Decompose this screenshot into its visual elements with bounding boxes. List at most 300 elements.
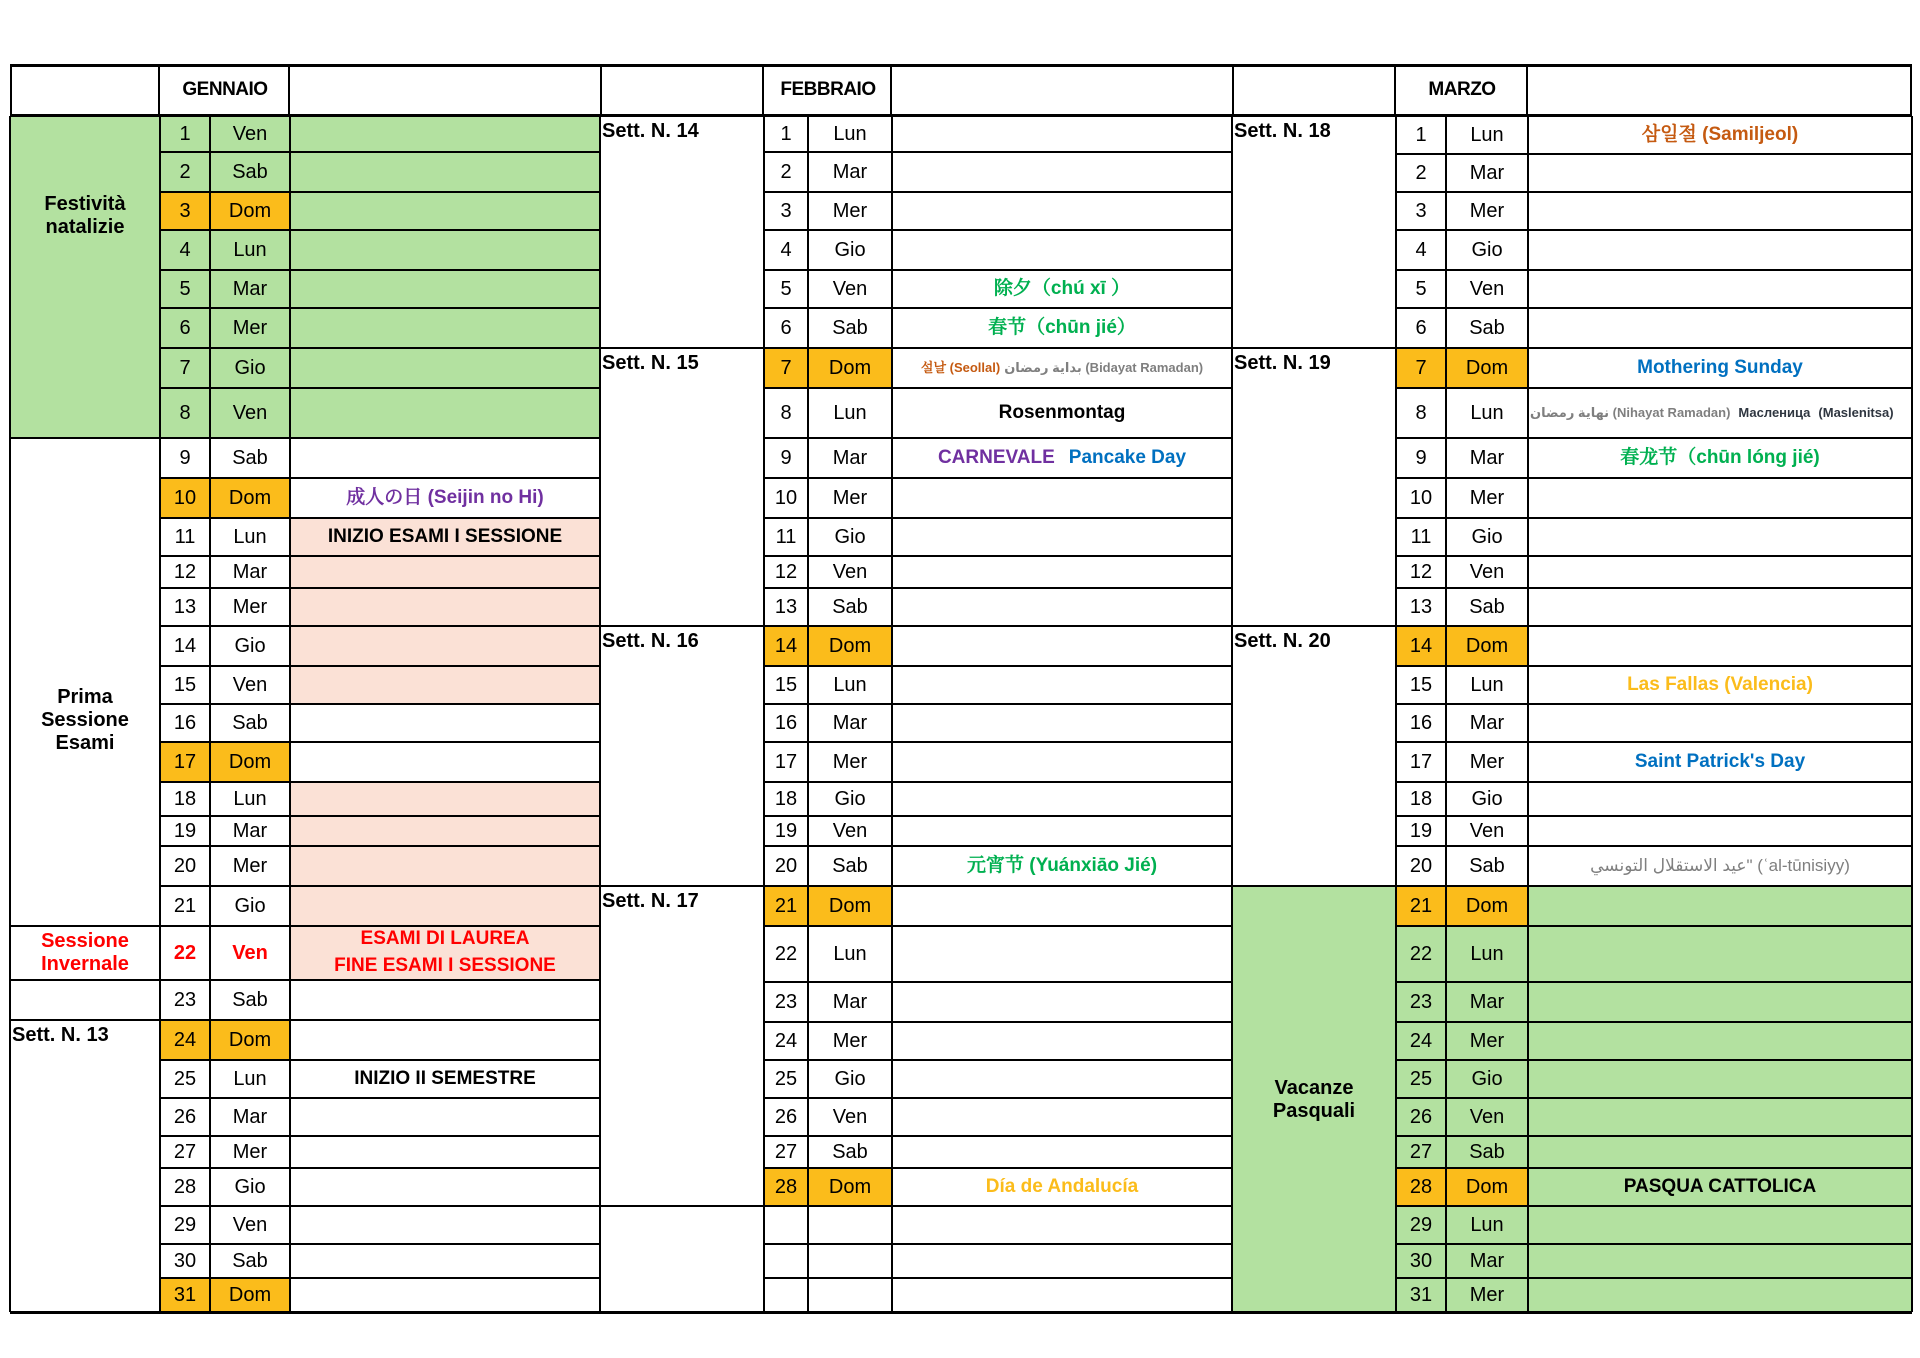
grid-line bbox=[1396, 229, 1912, 231]
grid-line bbox=[1445, 116, 1447, 1312]
day-event-cell bbox=[1528, 1098, 1912, 1136]
day-name: Lun bbox=[808, 388, 892, 438]
grid-line bbox=[764, 1059, 1232, 1061]
day-name: Ven bbox=[808, 270, 892, 308]
day-name: Gio bbox=[210, 348, 290, 388]
day-number: 12 bbox=[160, 556, 210, 588]
day-number: 11 bbox=[764, 518, 808, 556]
grid-line bbox=[1911, 116, 1913, 1312]
month-header-febbraio: FEBBRAIO bbox=[780, 79, 876, 101]
day-number: 21 bbox=[1396, 886, 1446, 926]
grid-line bbox=[600, 64, 602, 116]
grid-line bbox=[10, 64, 1912, 67]
day-name: Mar bbox=[808, 704, 892, 742]
day-number: 12 bbox=[1396, 556, 1446, 588]
grid-line bbox=[1396, 269, 1912, 271]
day-event-cell bbox=[290, 980, 600, 1020]
section-label: Sessione Invernale bbox=[41, 930, 129, 975]
event-label: INIZIO ESAMI I SESSIONE bbox=[327, 526, 563, 548]
day-number: 23 bbox=[764, 982, 808, 1022]
day-event-cell bbox=[1528, 588, 1912, 626]
event-label: Saint Patrick's Day bbox=[1634, 751, 1806, 773]
day-name: Ven bbox=[1446, 270, 1528, 308]
day-event-cell bbox=[892, 152, 1232, 192]
day-event-cell bbox=[290, 1136, 600, 1168]
grid-line bbox=[160, 625, 600, 627]
event-label: PASQUA CATTOLICA bbox=[1528, 1168, 1912, 1206]
day-number: 7 bbox=[1396, 348, 1446, 388]
day-name: Dom bbox=[1446, 626, 1528, 666]
day-number: 4 bbox=[1396, 230, 1446, 270]
grid-line bbox=[764, 703, 1232, 705]
section-label: Vacanze Pasquali bbox=[1272, 1077, 1356, 1122]
day-name: Mer bbox=[1446, 742, 1528, 782]
day-name: Lun bbox=[808, 116, 892, 152]
grid-line bbox=[1396, 587, 1912, 589]
day-event-cell bbox=[290, 230, 600, 270]
grid-line bbox=[1232, 625, 1396, 627]
day-event-cell bbox=[1528, 886, 1912, 926]
day-event-cell bbox=[290, 116, 600, 152]
day-name: Mer bbox=[808, 1022, 892, 1060]
grid-line bbox=[160, 1059, 600, 1061]
grid-line bbox=[764, 555, 1232, 557]
day-name: Ven bbox=[808, 556, 892, 588]
grid-line bbox=[160, 387, 600, 389]
grid-line bbox=[1232, 1311, 1912, 1314]
day-event-cell bbox=[1528, 1278, 1912, 1312]
day-number: 26 bbox=[1396, 1098, 1446, 1136]
day-name bbox=[808, 1244, 892, 1278]
grid-line bbox=[807, 116, 809, 1312]
day-number: 15 bbox=[160, 666, 210, 704]
day-name: Lun bbox=[1446, 926, 1528, 982]
day-event-cell bbox=[1528, 270, 1912, 308]
day-event-cell bbox=[290, 152, 600, 192]
day-name: Ven bbox=[808, 1098, 892, 1136]
grid-line bbox=[159, 116, 161, 1312]
day-number: 17 bbox=[764, 742, 808, 782]
day-event-cell bbox=[290, 556, 600, 588]
day-event-cell bbox=[1528, 192, 1912, 230]
day-name: Ven bbox=[1446, 1098, 1528, 1136]
week-label: Sett. N. 20 bbox=[1234, 630, 1331, 652]
day-event-cell bbox=[892, 1244, 1232, 1278]
grid-line bbox=[1396, 885, 1912, 887]
day-number: 28 bbox=[1396, 1168, 1446, 1206]
day-name: Ven bbox=[1446, 556, 1528, 588]
day-name: Mar bbox=[1446, 982, 1528, 1022]
grid-line bbox=[160, 151, 600, 153]
day-name: Mar bbox=[1446, 1244, 1528, 1278]
day-number: 2 bbox=[764, 152, 808, 192]
day-number: 19 bbox=[160, 816, 210, 846]
grid-line bbox=[10, 114, 1912, 117]
day-name: Lun bbox=[210, 230, 290, 270]
grid-line bbox=[209, 116, 211, 1312]
grid-line bbox=[762, 64, 764, 116]
event-label-part: (Maslenitsa) bbox=[1818, 404, 1894, 420]
grid-line bbox=[764, 925, 1232, 927]
grid-line bbox=[1396, 845, 1912, 847]
day-number: 16 bbox=[764, 704, 808, 742]
day-event-cell bbox=[892, 478, 1232, 518]
day-name: Mar bbox=[1446, 438, 1528, 478]
day-name: Gio bbox=[210, 886, 290, 926]
day-number: 9 bbox=[160, 438, 210, 478]
grid-line bbox=[160, 437, 600, 439]
grid-line bbox=[764, 517, 1232, 519]
grid-line bbox=[764, 1205, 1232, 1207]
day-name: Mer bbox=[1446, 192, 1528, 230]
day-event-cell bbox=[1528, 556, 1912, 588]
day-event-cell bbox=[892, 230, 1232, 270]
grid-line bbox=[1232, 347, 1396, 349]
grid-line bbox=[289, 116, 291, 1312]
grid-line bbox=[1396, 191, 1912, 193]
day-number bbox=[764, 1244, 808, 1278]
day-name: Sab bbox=[210, 438, 290, 478]
day-event-cell bbox=[892, 704, 1232, 742]
day-event-cell bbox=[1528, 478, 1912, 518]
day-name: Sab bbox=[808, 846, 892, 886]
day-number: 6 bbox=[160, 308, 210, 348]
day-name: Lun bbox=[1446, 666, 1528, 704]
day-name: Gio bbox=[1446, 1060, 1528, 1098]
day-name: Sab bbox=[210, 1244, 290, 1278]
event-label: 春节（chūn jié） bbox=[988, 317, 1136, 339]
day-name: Sab bbox=[210, 980, 290, 1020]
day-event-cell bbox=[290, 816, 600, 846]
grid-line bbox=[1526, 64, 1528, 116]
day-name: Lun bbox=[1446, 388, 1528, 438]
day-event-cell bbox=[1528, 154, 1912, 192]
day-number: 21 bbox=[764, 886, 808, 926]
grid-line bbox=[764, 229, 1232, 231]
day-number: 8 bbox=[1396, 388, 1446, 438]
day-name: Mer bbox=[210, 846, 290, 886]
day-number: 13 bbox=[764, 588, 808, 626]
day-name: Ven bbox=[210, 116, 290, 152]
section-label: Prima Sessione Esami bbox=[41, 685, 129, 754]
day-event-cell bbox=[892, 1278, 1232, 1312]
grid-line bbox=[764, 1277, 1232, 1279]
day-number: 19 bbox=[1396, 816, 1446, 846]
week-label: Sett. N. 19 bbox=[1234, 352, 1331, 374]
day-event-cell bbox=[892, 816, 1232, 846]
day-event-cell bbox=[892, 782, 1232, 816]
grid-line bbox=[764, 387, 1232, 389]
day-number: 23 bbox=[1396, 982, 1446, 1022]
grid-line bbox=[1396, 625, 1912, 627]
day-number: 1 bbox=[160, 116, 210, 152]
day-name: Dom bbox=[808, 1168, 892, 1206]
grid-line bbox=[160, 845, 600, 847]
grid-line bbox=[160, 1167, 600, 1169]
day-number: 1 bbox=[764, 116, 808, 152]
day-event-cell bbox=[1528, 1060, 1912, 1098]
grid-line bbox=[763, 116, 765, 1312]
grid-line bbox=[1396, 1059, 1912, 1061]
day-number: 28 bbox=[764, 1168, 808, 1206]
grid-line bbox=[764, 307, 1232, 309]
day-number: 10 bbox=[1396, 478, 1446, 518]
grid-line bbox=[600, 1205, 764, 1207]
grid-line bbox=[764, 885, 1232, 887]
day-name: Mar bbox=[808, 152, 892, 192]
day-event-cell bbox=[290, 308, 600, 348]
day-name: Dom bbox=[808, 348, 892, 388]
grid-line bbox=[160, 925, 600, 927]
event-label: INIZIO II SEMESTRE bbox=[354, 1068, 536, 1090]
day-name: Lun bbox=[808, 666, 892, 704]
grid-line bbox=[600, 1311, 1232, 1314]
day-number: 10 bbox=[764, 478, 808, 518]
grid-line bbox=[10, 1311, 600, 1314]
grid-line bbox=[600, 885, 764, 887]
grid-line bbox=[1396, 387, 1912, 389]
day-event-cell bbox=[892, 1206, 1232, 1244]
day-event-cell bbox=[1528, 308, 1912, 348]
day-event-cell bbox=[1528, 230, 1912, 270]
grid-line bbox=[764, 1167, 1232, 1169]
day-name: Lun bbox=[210, 782, 290, 816]
grid-line bbox=[160, 1277, 600, 1279]
day-number: 30 bbox=[1396, 1244, 1446, 1278]
day-event-cell bbox=[290, 192, 600, 230]
day-name: Gio bbox=[210, 626, 290, 666]
day-number: 6 bbox=[1396, 308, 1446, 348]
day-event-cell bbox=[892, 1136, 1232, 1168]
day-name: Ven bbox=[210, 1206, 290, 1244]
day-name: Mar bbox=[808, 438, 892, 478]
day-number: 7 bbox=[160, 348, 210, 388]
day-name: Ven bbox=[808, 816, 892, 846]
month-header-marzo: MARZO bbox=[1428, 79, 1496, 101]
day-name: Gio bbox=[808, 782, 892, 816]
grid-line bbox=[160, 191, 600, 193]
grid-line bbox=[764, 1135, 1232, 1137]
day-number: 15 bbox=[1396, 666, 1446, 704]
day-event-cell bbox=[1528, 982, 1912, 1022]
day-name: Mer bbox=[1446, 1022, 1528, 1060]
day-event-cell bbox=[290, 348, 600, 388]
day-event-cell bbox=[1528, 626, 1912, 666]
event-label-part: Масленица bbox=[1738, 404, 1811, 420]
day-event-cell bbox=[892, 116, 1232, 152]
day-event-cell bbox=[290, 704, 600, 742]
day-number: 31 bbox=[160, 1278, 210, 1312]
day-number: 8 bbox=[160, 388, 210, 438]
day-name: Lun bbox=[1446, 116, 1528, 154]
day-event-cell bbox=[1528, 816, 1912, 846]
grid-line bbox=[764, 477, 1232, 479]
day-name: Dom bbox=[808, 886, 892, 926]
day-event-cell bbox=[290, 1244, 600, 1278]
grid-line bbox=[160, 1135, 600, 1137]
grid-line bbox=[1232, 64, 1234, 116]
day-event-cell bbox=[892, 1022, 1232, 1060]
event-label: Rosenmontag bbox=[998, 402, 1126, 424]
grid-line bbox=[1527, 116, 1529, 1312]
grid-line bbox=[764, 981, 1232, 983]
day-event-cell bbox=[290, 1098, 600, 1136]
day-number: 23 bbox=[160, 980, 210, 1020]
grid-line bbox=[1396, 781, 1912, 783]
day-number: 5 bbox=[764, 270, 808, 308]
grid-line bbox=[1232, 885, 1396, 887]
event-label-part: CARNEVALE bbox=[937, 447, 1055, 469]
day-name: Mer bbox=[1446, 478, 1528, 518]
day-name: Mer bbox=[210, 308, 290, 348]
day-event-cell bbox=[290, 886, 600, 926]
day-number: 20 bbox=[1396, 846, 1446, 886]
day-name: Sab bbox=[1446, 308, 1528, 348]
day-event-cell bbox=[892, 666, 1232, 704]
day-name: Mar bbox=[808, 982, 892, 1022]
day-event-cell bbox=[290, 1168, 600, 1206]
day-event-cell bbox=[892, 926, 1232, 982]
grid-line bbox=[160, 885, 600, 887]
grid-line bbox=[1396, 925, 1912, 927]
day-name: Mar bbox=[210, 816, 290, 846]
grid-line bbox=[288, 64, 290, 116]
grid-line bbox=[160, 665, 600, 667]
day-name: Lun bbox=[1446, 1206, 1528, 1244]
day-event-cell bbox=[290, 846, 600, 886]
grid-line bbox=[1396, 981, 1912, 983]
day-number: 13 bbox=[1396, 588, 1446, 626]
event-label-part: Pancake Day bbox=[1068, 447, 1187, 469]
day-number: 2 bbox=[160, 152, 210, 192]
grid-line bbox=[1396, 153, 1912, 155]
day-name: Ven bbox=[210, 388, 290, 438]
grid-line bbox=[1396, 477, 1912, 479]
day-number: 27 bbox=[160, 1136, 210, 1168]
event-label bbox=[892, 348, 1232, 388]
day-number: 31 bbox=[1396, 1278, 1446, 1312]
day-number: 3 bbox=[160, 192, 210, 230]
day-number: 16 bbox=[1396, 704, 1446, 742]
grid-line bbox=[764, 625, 1232, 627]
grid-line bbox=[10, 437, 160, 439]
day-number: 1 bbox=[1396, 116, 1446, 154]
day-number: 25 bbox=[160, 1060, 210, 1098]
event-label: عيد الاستقلال التونسي" (ʿal-tūnisiyy) bbox=[1590, 856, 1850, 876]
day-name: Mar bbox=[1446, 704, 1528, 742]
day-name: Sab bbox=[1446, 1136, 1528, 1168]
grid-line bbox=[10, 979, 160, 981]
day-name: Gio bbox=[808, 1060, 892, 1098]
event-label: 春龙节（chūn lóng jié) bbox=[1620, 447, 1820, 469]
grid-line bbox=[764, 1243, 1232, 1245]
day-name: Ven bbox=[1446, 816, 1528, 846]
day-name: Ven bbox=[210, 666, 290, 704]
event-label bbox=[892, 438, 1232, 478]
day-name: Sab bbox=[808, 308, 892, 348]
grid-line bbox=[1396, 815, 1912, 817]
day-event-cell bbox=[892, 518, 1232, 556]
event-label bbox=[1528, 388, 1912, 438]
day-number: 18 bbox=[160, 782, 210, 816]
event-label: 成人の日 (Seijin no Hi) bbox=[346, 487, 544, 509]
day-number bbox=[764, 1206, 808, 1244]
grid-line bbox=[160, 307, 600, 309]
week-label: Sett. N. 18 bbox=[1234, 120, 1331, 142]
grid-line bbox=[891, 116, 893, 1312]
day-number: 13 bbox=[160, 588, 210, 626]
event-label: Día de Andalucía bbox=[985, 1176, 1139, 1198]
grid-line bbox=[160, 703, 600, 705]
day-number: 21 bbox=[160, 886, 210, 926]
day-number: 5 bbox=[1396, 270, 1446, 308]
day-number: 5 bbox=[160, 270, 210, 308]
grid-line bbox=[1396, 1097, 1912, 1099]
day-name: Gio bbox=[1446, 518, 1528, 556]
day-name: Sab bbox=[1446, 588, 1528, 626]
day-event-cell bbox=[290, 742, 600, 782]
event-label: Mothering Sunday bbox=[1637, 357, 1803, 379]
day-name: Mer bbox=[1446, 1278, 1528, 1312]
grid-line bbox=[1396, 437, 1912, 439]
grid-line bbox=[764, 845, 1232, 847]
day-event-cell bbox=[1528, 1206, 1912, 1244]
day-event-cell bbox=[892, 742, 1232, 782]
day-name: Dom bbox=[1446, 348, 1528, 388]
day-name: Gio bbox=[210, 1168, 290, 1206]
grid-line bbox=[764, 665, 1232, 667]
day-name: Mer bbox=[808, 742, 892, 782]
grid-line bbox=[160, 1205, 600, 1207]
grid-line bbox=[1396, 555, 1912, 557]
day-event-cell bbox=[1528, 782, 1912, 816]
grid-line bbox=[764, 347, 1232, 349]
grid-line bbox=[160, 269, 600, 271]
grid-line bbox=[599, 116, 601, 1312]
day-event-cell bbox=[1528, 1136, 1912, 1168]
day-name: Dom bbox=[1446, 1168, 1528, 1206]
day-number: 17 bbox=[160, 742, 210, 782]
day-number: 26 bbox=[160, 1098, 210, 1136]
grid-line bbox=[764, 1021, 1232, 1023]
week-label: Sett. N. 16 bbox=[602, 630, 699, 652]
day-number: 29 bbox=[1396, 1206, 1446, 1244]
grid-line bbox=[1910, 64, 1912, 116]
grid-line bbox=[1396, 703, 1912, 705]
day-event-cell bbox=[290, 388, 600, 438]
day-name: Lun bbox=[210, 518, 290, 556]
day-event-cell bbox=[892, 588, 1232, 626]
grid-line bbox=[160, 587, 600, 589]
day-name: Gio bbox=[808, 230, 892, 270]
day-name: Mer bbox=[808, 192, 892, 230]
day-number: 26 bbox=[764, 1098, 808, 1136]
day-event-cell bbox=[290, 588, 600, 626]
day-name: Dom bbox=[808, 626, 892, 666]
day-name: Sab bbox=[808, 588, 892, 626]
event-label: 除夕（chú xī ） bbox=[993, 278, 1131, 300]
grid-line bbox=[1396, 741, 1912, 743]
day-number: 9 bbox=[1396, 438, 1446, 478]
day-event-cell bbox=[290, 782, 600, 816]
event-label: ESAMI DI LAUREA FINE ESAMI I SESSIONE bbox=[290, 926, 600, 980]
day-number: 12 bbox=[764, 556, 808, 588]
day-event-cell bbox=[892, 886, 1232, 926]
grid-line bbox=[1396, 1205, 1912, 1207]
day-number: 25 bbox=[764, 1060, 808, 1098]
day-number: 11 bbox=[160, 518, 210, 556]
grid-line bbox=[1396, 307, 1912, 309]
